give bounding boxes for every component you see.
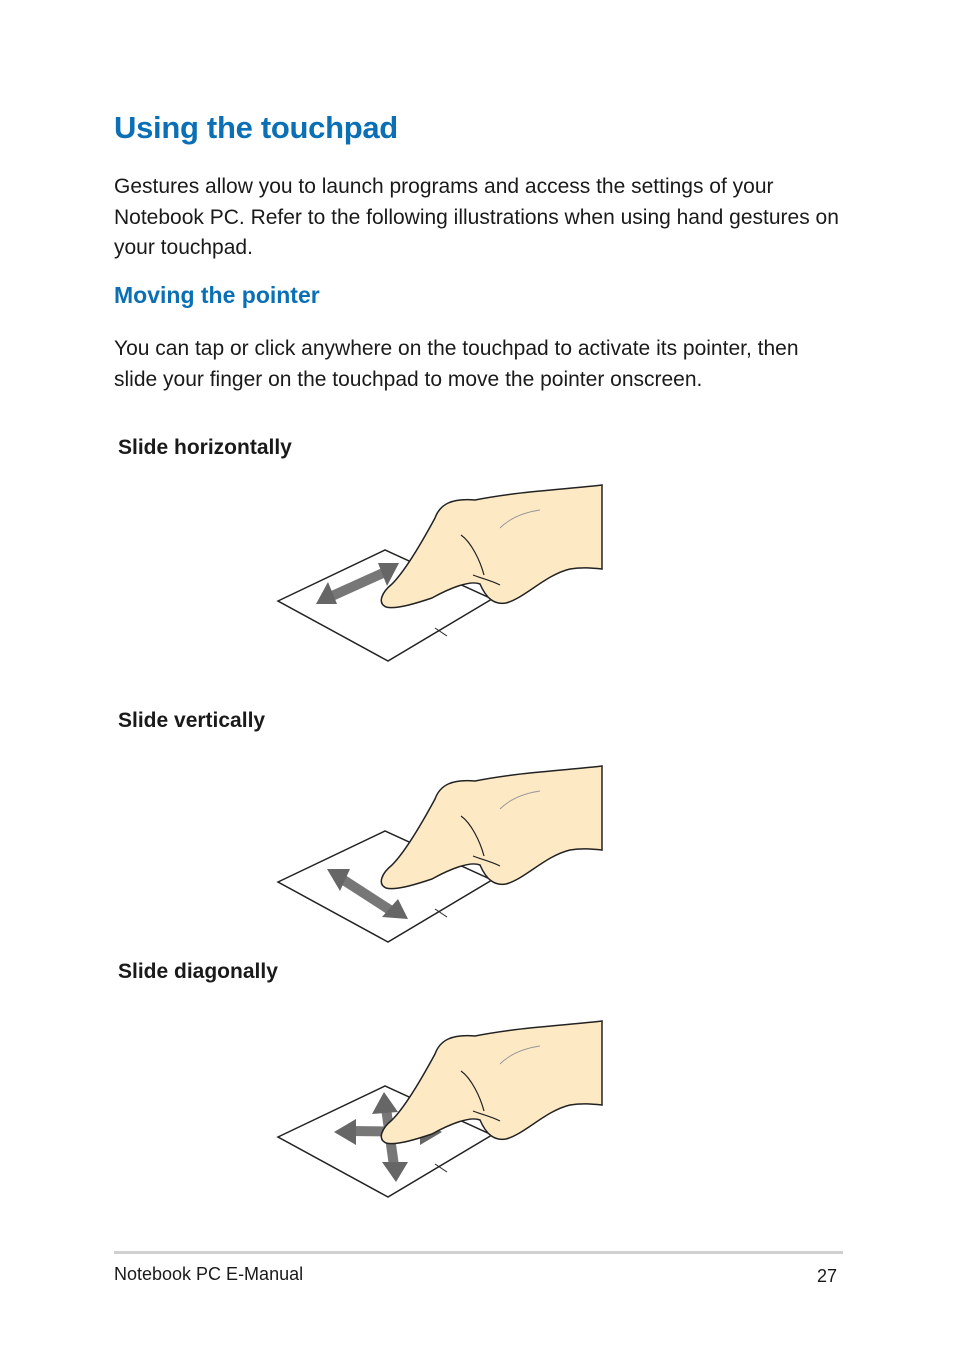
- section-title: Moving the pointer: [114, 282, 320, 308]
- hand-icon: [381, 485, 602, 608]
- gesture-label-horizontal: Slide horizontally: [118, 436, 292, 459]
- gesture-label-vertical: Slide vertically: [118, 709, 266, 732]
- intro-paragraph: Gestures allow you to launch programs and access the settings of your Notebook PC. Refer to the following illustrations when using hand gestures on your touchpad.: [114, 175, 839, 259]
- footer-divider: [114, 1251, 843, 1254]
- page-number: 27: [816, 1266, 837, 1286]
- gesture-label-diagonal: Slide diagonally: [118, 960, 278, 983]
- slide-horizontal-illustration: [270, 480, 610, 670]
- slide-vertical-illustration: [270, 761, 610, 951]
- page-title: Using the touchpad: [114, 110, 398, 145]
- hand-icon: [381, 766, 602, 889]
- slide-diagonal-illustration: [270, 1016, 610, 1206]
- hand-icon: [381, 1021, 602, 1144]
- section-paragraph: You can tap or click anywhere on the touchpad to activate its pointer, then slide your finger on the touchpad to move the pointer onscreen.: [114, 337, 799, 391]
- footer-manual-name: Notebook PC E-Manual: [114, 1264, 304, 1284]
